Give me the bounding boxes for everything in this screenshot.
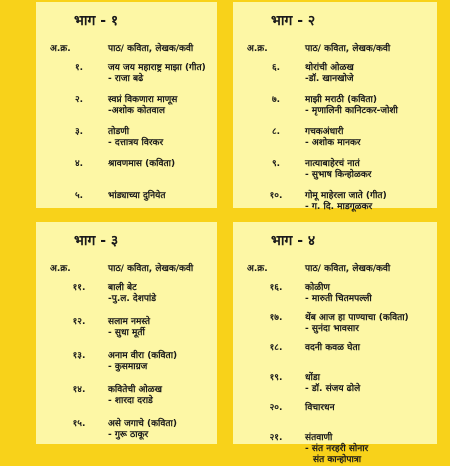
lesson-text: [108, 419, 177, 447]
lesson-author: - कुसमाग्रज: [108, 362, 148, 372]
lesson-author: - दत्तात्रय विरकर: [108, 138, 164, 148]
lesson-title: वदनी कवळ घेता: [305, 343, 360, 353]
lesson-number: ८.: [271, 127, 281, 137]
lesson-row: [247, 191, 429, 217]
lesson-number: ७.: [271, 95, 281, 105]
lesson-text: [305, 127, 361, 153]
column-header: [50, 261, 209, 277]
lesson-text: [108, 351, 177, 379]
lesson-author: - ग. दि. माडगूळकर: [305, 202, 373, 212]
lesson-text: [305, 403, 335, 427]
lesson-number: २०.: [269, 403, 283, 413]
lesson-author: - सुभाष किन्होळकर: [305, 170, 372, 180]
lesson-text: [305, 95, 398, 121]
lesson-row: [247, 433, 429, 465]
lesson-number: १०.: [269, 191, 283, 201]
lesson-author: -डॉ. खानखोजे: [305, 74, 354, 84]
column-header: [50, 41, 209, 57]
lesson-title: थेंब आज हा पाण्याचा (कविता): [305, 313, 409, 323]
lesson-row: [247, 63, 429, 89]
lesson-text: [305, 313, 409, 337]
column-header: [247, 261, 429, 277]
lesson-number: २.: [74, 95, 84, 105]
lesson-text: [108, 95, 177, 121]
lesson-number: १९.: [269, 373, 283, 383]
lesson-row: [247, 127, 429, 153]
section-panel-4: [233, 222, 437, 465]
lesson-title: अनाम वीरा (कविता): [108, 351, 178, 361]
lesson-number: ३.: [74, 127, 84, 137]
lesson-number: १७.: [269, 313, 283, 323]
lesson-number: १८.: [269, 343, 283, 353]
lesson-row: [50, 63, 209, 89]
lesson-text: [108, 283, 156, 311]
header-serial-number: अ.क्र.: [247, 44, 268, 54]
lesson-title: असे जगाचे (कविता): [108, 419, 177, 429]
lesson-text: [108, 385, 162, 413]
lesson-number: १४.: [72, 385, 86, 395]
lesson-title: थोरांची ओळख: [305, 63, 354, 73]
lesson-title: गचकअंधारी: [305, 127, 344, 137]
lesson-author: - शारदा दराडे: [108, 396, 153, 406]
lesson-text: [305, 283, 372, 307]
header-serial-number: अ.क्र.: [50, 264, 71, 274]
section-panel-3: [36, 222, 217, 444]
lesson-number: १.: [74, 63, 84, 73]
lesson-number: ११.: [72, 283, 86, 293]
lesson-number: ४.: [74, 159, 84, 169]
lesson-title: भांड्याच्या दुनियेत: [108, 191, 166, 201]
lesson-text: [108, 317, 150, 345]
lesson-number: १२.: [72, 317, 86, 327]
lesson-text: [305, 63, 354, 89]
lesson-row: [247, 403, 429, 427]
lesson-row: [247, 313, 429, 337]
section-panel-1: [36, 2, 217, 208]
lesson-title: जय जय महाराष्ट्र माझा (गीत): [108, 63, 206, 73]
lesson-row: [50, 419, 209, 447]
lesson-row: [247, 283, 429, 307]
lesson-row: [50, 385, 209, 413]
lesson-row: [50, 159, 209, 185]
lesson-title: विचारधन: [305, 403, 335, 413]
lesson-text: [108, 127, 163, 153]
lesson-author: - डॉ. संजय ढोले: [305, 384, 361, 394]
lesson-author: - मृणालिनी कानिटकर-जोशी: [305, 106, 398, 116]
lesson-author: संत कान्होपात्रा: [313, 455, 362, 465]
lesson-author: - गुरू ठाकूर: [108, 430, 149, 440]
lesson-row: [50, 191, 209, 217]
section-title: भाग - ४: [271, 233, 316, 249]
section-panel-2: [233, 2, 437, 212]
lesson-title: कोळीण: [305, 283, 330, 293]
lesson-row: [247, 159, 429, 185]
lesson-author: -अशोक कोतवाल: [108, 106, 165, 116]
lesson-text: [108, 159, 175, 185]
lesson-text: [305, 191, 387, 217]
lesson-title: सलाम नमस्ते: [108, 317, 151, 327]
section-title: भाग - ३: [74, 233, 119, 249]
lesson-text: [108, 191, 165, 217]
header-lesson-author: पाठ/ कविता, लेखक/कवी: [305, 44, 391, 54]
lesson-title: स्वप्नं विकणारा माणूस: [108, 95, 178, 105]
lesson-number: ५.: [74, 191, 84, 201]
section-title: भाग - २: [271, 13, 316, 29]
lesson-text: [108, 63, 206, 89]
lesson-row: [247, 373, 429, 397]
lesson-number: ६.: [271, 63, 281, 73]
lesson-title: कवितेची ओळख: [108, 385, 162, 395]
lesson-author: - अशोक मानकर: [305, 138, 361, 148]
lesson-text: [305, 433, 369, 465]
lesson-title: धोंडा: [305, 373, 321, 383]
lesson-row: [50, 95, 209, 121]
lesson-author: - राजा बढे: [108, 74, 144, 84]
lesson-title: संतवाणी: [305, 433, 333, 443]
lesson-title: तोडणी: [108, 127, 130, 137]
lesson-row: [50, 127, 209, 153]
header-serial-number: अ.क्र.: [247, 264, 268, 274]
lesson-text: [305, 373, 360, 397]
lesson-row: [247, 95, 429, 121]
lesson-text: [305, 343, 360, 367]
lesson-author: - सुनंदा भावसार: [305, 324, 359, 334]
lesson-number: १६.: [269, 283, 283, 293]
lesson-author: - संत नरहरी सोनार: [305, 444, 369, 454]
lesson-row: [50, 317, 209, 345]
lesson-author: -पु.ल. देशपांडे: [108, 294, 157, 304]
lesson-author: - मारुती चितमपल्ली: [305, 294, 372, 304]
lesson-number: ९.: [271, 159, 281, 169]
section-title: भाग - १: [74, 13, 119, 29]
lesson-row: [50, 283, 209, 311]
lesson-title: बाली बेट: [108, 283, 137, 293]
lesson-row: [247, 343, 429, 367]
lesson-author: - सुधा मूर्ती: [108, 328, 145, 338]
lesson-title: माझी मराठी (कविता): [305, 95, 378, 105]
column-header: [247, 41, 429, 57]
lesson-text: [305, 159, 371, 185]
header-lesson-author: पाठ/ कविता, लेखक/कवी: [108, 264, 194, 274]
lesson-number: २१.: [269, 433, 283, 443]
lesson-row: [50, 351, 209, 379]
lesson-number: १५.: [72, 419, 86, 429]
header-lesson-author: पाठ/ कविता, लेखक/कवी: [108, 44, 194, 54]
lesson-title: श्रावणमास (कविता): [108, 159, 176, 169]
header-lesson-author: पाठ/ कविता, लेखक/कवी: [305, 264, 391, 274]
header-serial-number: अ.क्र.: [50, 44, 71, 54]
lesson-number: १३.: [72, 351, 86, 361]
lesson-title: नात्याबाहेरचं नातं: [305, 159, 360, 169]
lesson-title: गोमू माहेरला जाते (गीत): [305, 191, 387, 201]
